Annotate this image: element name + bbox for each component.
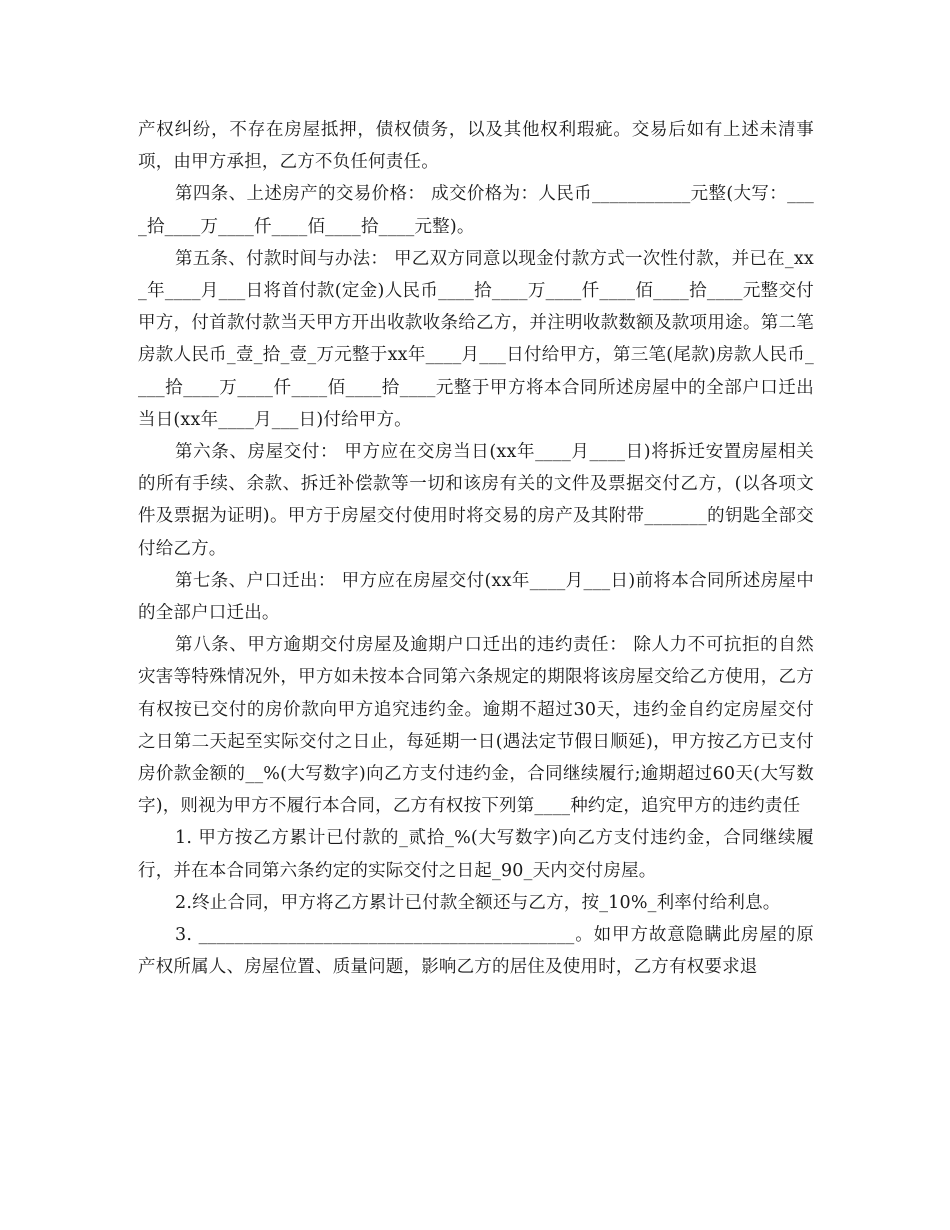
- paragraph-article-5-payment: 第五条、付款时间与办法： 甲乙双方同意以现金付款方式一次性付款，并已在_xx_年____月___日将首付款(定金)人民币____拾____万____仟____佰____拾____元整交付甲方，付首款付款当天甲方开出收款收条给乙方，并注明收款数额及款项用途。第二笔房款人民币_壹_拾_壹_万元整于xx年____月___日付给甲方，第三笔(尾款)房款人民币____拾____万____仟____佰____拾____元整于甲方将本合同所述房屋中的全部户口迁出当日(xx年____月___日)付给甲方。: [138, 248, 814, 430]
- paragraph-item-2: 2.终止合同，甲方将乙方累计已付款全额还与乙方，按_10%_利率付给利息。: [175, 892, 781, 913]
- paragraph-property-disputes: 产权纠纷，不存在房屋抵押，债权债务，以及其他权利瑕疵。交易后如有上述未清事项，由甲方承担，乙方不负任何责任。: [138, 120, 814, 173]
- paragraph-article-4-price: 第四条、上述房产的交易价格： 成交价格为：人民币___________元整(大写：____拾____万____仟____佰____拾____元整)。: [138, 184, 814, 237]
- paragraph-article-8-liability: 第八条、甲方逾期交付房屋及逾期户口迁出的违约责任： 除人力不可抗拒的自然灾害等特殊情况外，甲方如未按本合同第六条规定的期限将该房屋交给乙方使用，乙方有权按已交付的房价款向甲方追究违约金。逾期不超过30天，违约金自约定房屋交付之日第二天起至实际交付之日止，每延期一日(遇法定节假日顺延)，甲方按乙方已支付房价款金额的__%(大写数字)向乙方支付违约金，合同继续履行;逾期超过60天(大写数字)，则视为甲方不履行本合同，乙方有权按下列第____种约定，追究甲方的违约责任: [138, 635, 814, 817]
- document-body: [138, 114, 814, 983]
- paragraph-article-6-delivery: 第六条、房屋交付： 甲方应在交房当日(xx年____月____日)将拆迁安置房屋相关的所有手续、余款、拆迁补偿款等一切和该房有关的文件及票据交付乙方，(以各项文件及票据为证明)。甲方于房屋交付使用时将交易的房产及其附带_______的钥匙全部交付给乙方。: [138, 442, 814, 559]
- paragraph-item-1: 1. 甲方按乙方累计已付款的_贰拾_%(大写数字)向乙方支付违约金，合同继续履行，并在本合同第六条约定的实际交付之日起_90_天内交付房屋。: [138, 828, 814, 881]
- paragraph-item-3: 3. __________________________________________。如甲方故意隐瞒此房屋的原产权所属人、房屋位置、质量问题，影响乙方的居住及使用时，乙方有权要求退: [138, 925, 814, 978]
- paragraph-article-7-household: 第七条、户口迁出： 甲方应在房屋交付(xx年____月___日)前将本合同所述房屋中的全部户口迁出。: [138, 570, 814, 624]
